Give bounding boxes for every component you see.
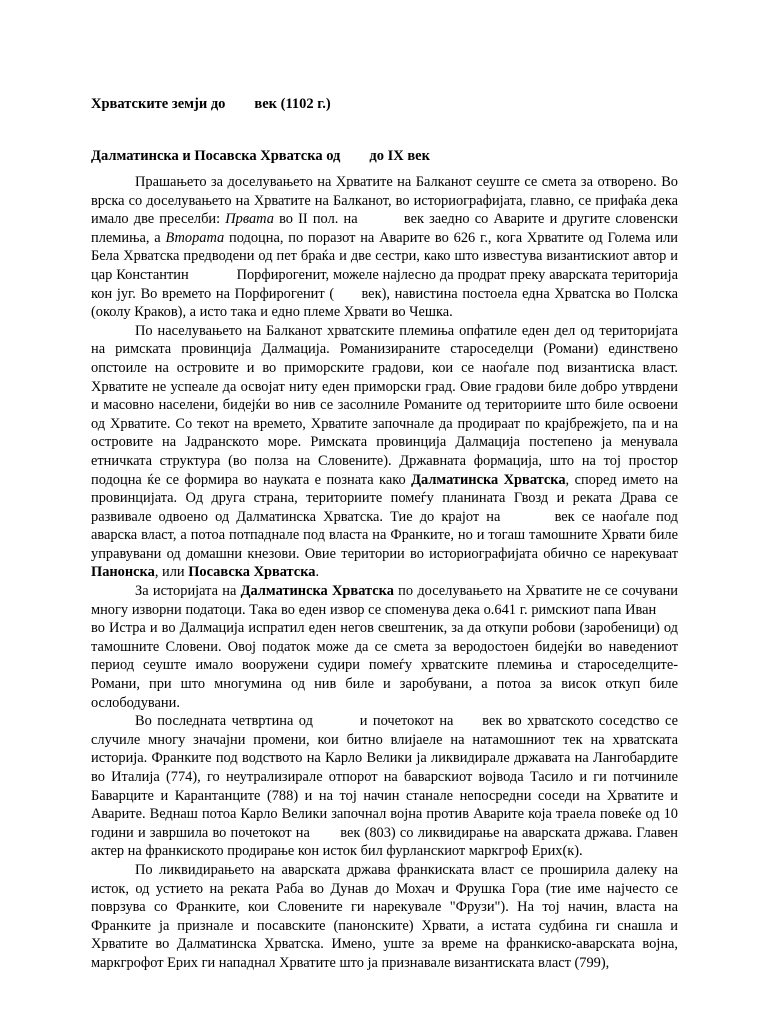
text-run: По населувањето на Балканот хрватските племиња опфатиле еден дел од територијата на римската провинција Далмација. Романизираните староседелци (Романи) единствено опстоиле на островите и во приморските градови, кои се наоѓале под византиска власт. Хрватите не успеале да освојат ниту еден приморски град. Овие градови биле добро утврдени и масовно населени, бидејќи во нив се засолниле Романите од териториите што биле освоени од Хрватите. Со текот на времето, Хрватите започнале да продираат по крајбрежјето, па и на островите на Јадранското море. Римската провинција Далмација постепено ја менувала етничката структура (во полза на Словените). Државната формација, што на тој простор подоцна ќе се формира во науката е позната како xyxy=(91,322,678,488)
text-run: Во последната четвртина од xyxy=(135,713,319,730)
paragraph xyxy=(91,173,678,322)
text-run: век (803) со ликвидирање на аварската држава. Главен актер на франкиското продирање кон исток бил фурланскиот маркгроф Ерих(к). xyxy=(91,824,678,860)
text-run: , според името на провинцијата. Од друга страна, териториите помеѓу планината Гвозд и реката Драва се развивале одвоено од Далматинска Хрватска. Тие до крајот на xyxy=(91,471,679,525)
text-run: и почетокот на xyxy=(354,713,459,730)
text-run: век заедно со Аварите и другите словенски племиња, а xyxy=(91,211,679,246)
paragraph xyxy=(91,712,678,861)
bold-term: Посавска Хрватска xyxy=(188,564,316,581)
bold-term: Далматинска Хрватска xyxy=(411,471,566,488)
text-run: по доселувањето на Хрватите не се сочувани многу изворни податоци. Така во еден извор се споменува дека о.641 г. римскиот папа Иван xyxy=(91,583,678,618)
text-run: За историјата на xyxy=(135,583,241,600)
bold-term: Панонска xyxy=(91,564,155,581)
text-run: Порфирогенит, можеле најлесно да продрат преку аварската територија кон југ. Во времето на Порфирогенит ( xyxy=(91,266,678,302)
text-run: . xyxy=(315,564,320,581)
paragraph xyxy=(91,582,678,712)
section-heading: Далматинска и Посавска Хрватска од до IX век xyxy=(91,148,430,164)
bold-term: Далматинска Хрватска xyxy=(240,583,394,600)
text-run: век се наоѓале под аварска власт, а потоа потпаднале под власта на Франките, но и тогаш тамошните Хрвати биле управувани од домашни кнезови. Овие територии во историографијата обично се нарекуваат xyxy=(91,508,678,562)
paragraph xyxy=(91,322,678,582)
text-run: подоцна, по поразот на Аварите во 626 г., кога Хрватите од Голема или Бела Хрватска предводени од пет браќа и две сестри, како што известува византискиот автор и цар Константин xyxy=(91,229,678,283)
italic-term: Првата xyxy=(225,211,274,228)
document-title: Хрватските земји до век (1102 г.) xyxy=(91,96,331,112)
text-run: во II пол. на xyxy=(273,211,363,228)
italic-term: Втората xyxy=(165,229,225,246)
text-run: Прашањето за доселувањето на Хрватите на Балканот сеуште се смета за отворено. Во врска со доселувањето на Хрватите на Балканот, во историографијата, главно, се прифаќа дека имало две преселби: xyxy=(91,174,678,228)
text-run: во Истра и во Далмација испратил еден негов свештеник, за да откупи робови (заробеници) од тамошните Словени. Овој податок може да се смета за веродостоен бидејќи во наведениот период сеуште имало вооружени судири помеѓу хрватските племиња и староседелците-Романи, при што многумина од нив биле и заробувани, а потоа за висок откуп биле ослободувани. xyxy=(91,620,678,711)
text-run: век во хрватското соседство се случиле многу значајни промени, кои битно влијаеле на натамошниот тек на хрватската историја. Франките под водството на Карло Велики ја ликвидирале државата на Лангобардите во Италија (774), го неутрализирале отпорот на баварскиот војвода Тасило и ги потчиниле Баварците и Карантанците (788) и на тој начин станале непосредни соседи на Хрватите и Аварите. Веднаш потоа Карло Велики започнал војна против Аварите која траела повеќе од 10 години и завршила во почетокот на xyxy=(91,713,678,841)
text-run: По ликвидирањето на аварската држава франкиската власт се проширила далеку на исток, од устието на реката Раба во Дунав до Мохач и Фрушка Гора (тие име најчесто се поврзува со Франките, кои Словените ги нарекувале "Фрузи"). На тој начин, власта на Франките ја признале и посавските (панонските) Хрвати, а истата судбина ги снашла и Хрватите во Далматинска Хрватска. Имено, уште за време на франкиско-аварската војна, маркгрофот Ерих ги нападнал Хрватите што ја признавале византиската власт (799), xyxy=(91,861,678,971)
document-body xyxy=(91,173,678,973)
paragraph xyxy=(91,861,678,973)
text-run: век), навистина постоела една Хрватска во Полска (околу Краков), а исто така и едно племе Хрвати во Чешка. xyxy=(91,285,678,321)
text-run: , или xyxy=(154,564,189,581)
